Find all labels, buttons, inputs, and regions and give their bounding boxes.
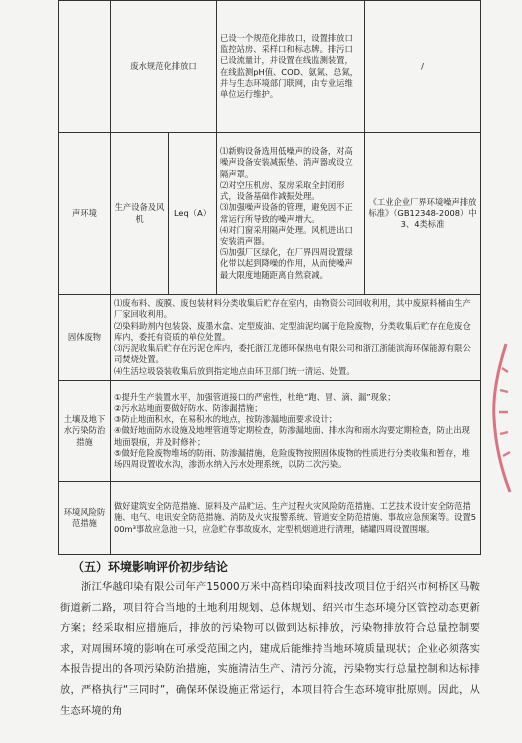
outlet-standard: /: [365, 1, 481, 133]
official-seal-stamp: [484, 338, 520, 498]
soil-category: 土壤及地下水污染防治措施: [59, 381, 111, 482]
measure-item: ⑤做好危险废物堆场的防雨、防渗漏措施，危险废物按照固体废物的性质进行分类收集和暂存，堆场四周设置收水沟，渗沥水纳入污水处理系统，以防二次污染。: [114, 447, 470, 469]
table-row: [59, 133, 481, 295]
measure-item: ④做好地面防水设施及地埋管道等定期检查，防渗漏地面、排水沟和雨水沟要定期检查，防止出现地面裂痕，并及时修补；: [114, 425, 470, 447]
measure-item: ②污水站地面要做好防水、防渗漏措施；: [114, 402, 263, 413]
measure-item: ⑸加强厂区绿化，在厂界四周设置绿化带以起到降噪的作用，从而使噪声最大限度地随距离自然衰减。: [220, 247, 353, 280]
table-row: [59, 1, 481, 133]
risk-measures: 做好建筑安全防范措施、原料及产品贮运、生产过程火灾风险防范措施、工艺技术设计安全防范措施、电气、电讯安全防范措施、消防及火灾报警系统、管道安全防范措施、事故应急预案等。设置500m³事故应急池一只，应急贮存事故废水，定型机烟道进行清理，储罐四周设置围堰。: [111, 482, 481, 555]
soil-measures: [111, 381, 481, 482]
risk-category: 环境风险防范措施: [59, 482, 111, 555]
conclusion-paragraph: [60, 577, 480, 721]
solid-measures: [111, 295, 481, 381]
table-row: [59, 295, 481, 381]
table-row: [59, 381, 481, 482]
measure-item: ⑵染料助剂内包装袋、废墨水盒、定型废油、定型油泥均属于危险废物，分类收集后贮存在危废仓库内，委托有资质的单位处置。: [114, 320, 471, 342]
outlet-measures: 已设一个规范化排放口，设置排放口监控站房、采样口和标志牌。排污口已设流量计，并设置在线监测装置，在线监测pH值、COD、氨氮、总氮，并与生态环境部门联网，由专业运维单位运行维护。: [217, 1, 365, 133]
paragraph-text: 浙江华越印染有限公司年产15000万米中高档印染面料技改项目位于绍兴市柯桥区马鞍街道新二路，项目符合当地的土地利用规划、总体规划、绍兴市生态环境分区管控动态更新方案；经采取相应措施后，排放的污染物可以做到达标排放，污染物排放符合总量控制要求，对周围环境的影响在可承受范围之内，建成后能维持当地环境质量现状；企业必须落实本报告提出的各项污染防治措施，实施清洁生产、清污分流，污染物实行总量控制和达标排放，严格执行“三同时”，确保环保设施正常运行，本项目符合生态环境审批原则。因此，从生态环境的角: [60, 581, 480, 717]
section-heading: （五）环境影响评价初步结论: [72, 560, 229, 574]
outlet-item: 废水规范化排放口: [111, 1, 217, 133]
noise-category: 声环境: [59, 133, 111, 295]
measure-item: ⑴废布料、废膜、废包装材料分类收集后贮存在室内，由物资公司回收利用，其中废原料桶由生产厂家回收利用。: [114, 298, 471, 320]
noise-factor: Leq（A）: [169, 133, 217, 295]
measure-item: ①提升生产装置水平，加强管道接口的严密性，杜绝“跑、冒、滴、漏”现象；: [114, 391, 396, 402]
table-cell-category: [59, 1, 111, 133]
measure-item: ③防止地面积水，在易积水的地点，按防渗漏地面要求设计；: [114, 414, 338, 425]
measure-item: ⑴新购设备选用低噪声的设备，对高噪声设备安装减振垫、消声器或设立隔声罩。: [220, 146, 353, 179]
noise-measures: [217, 133, 365, 295]
measure-item: ⑵对空压机房、泵房采取全封闭形式，设备基础作减振处理。: [220, 179, 345, 202]
table-row: [59, 482, 481, 555]
noise-source: 生产设备及风机: [111, 133, 169, 295]
solid-category: 固体废物: [59, 295, 111, 381]
environmental-measures-table: [58, 0, 481, 555]
noise-standard: 《工业企业厂界环境噪声排放标准》（GB12348-2008）中3、4类标准: [365, 133, 481, 295]
measure-item: ⑷对门窗采用隔声处理。风机进出口安装消声器。: [220, 224, 353, 246]
measure-item: ⑶加强噪声设备的管理，避免因不正常运行所导致的噪声增大。: [220, 202, 353, 224]
measure-item: ⑷生活垃圾袋装收集后放到指定地点由环卫部门统一清运、处置。: [114, 365, 355, 376]
measure-item: ⑶污泥收集后贮存在污泥仓库内，委托浙江龙德环保热电有限公司和浙江浙能滨海环保能源有限公司焚烧处置。: [114, 343, 471, 365]
